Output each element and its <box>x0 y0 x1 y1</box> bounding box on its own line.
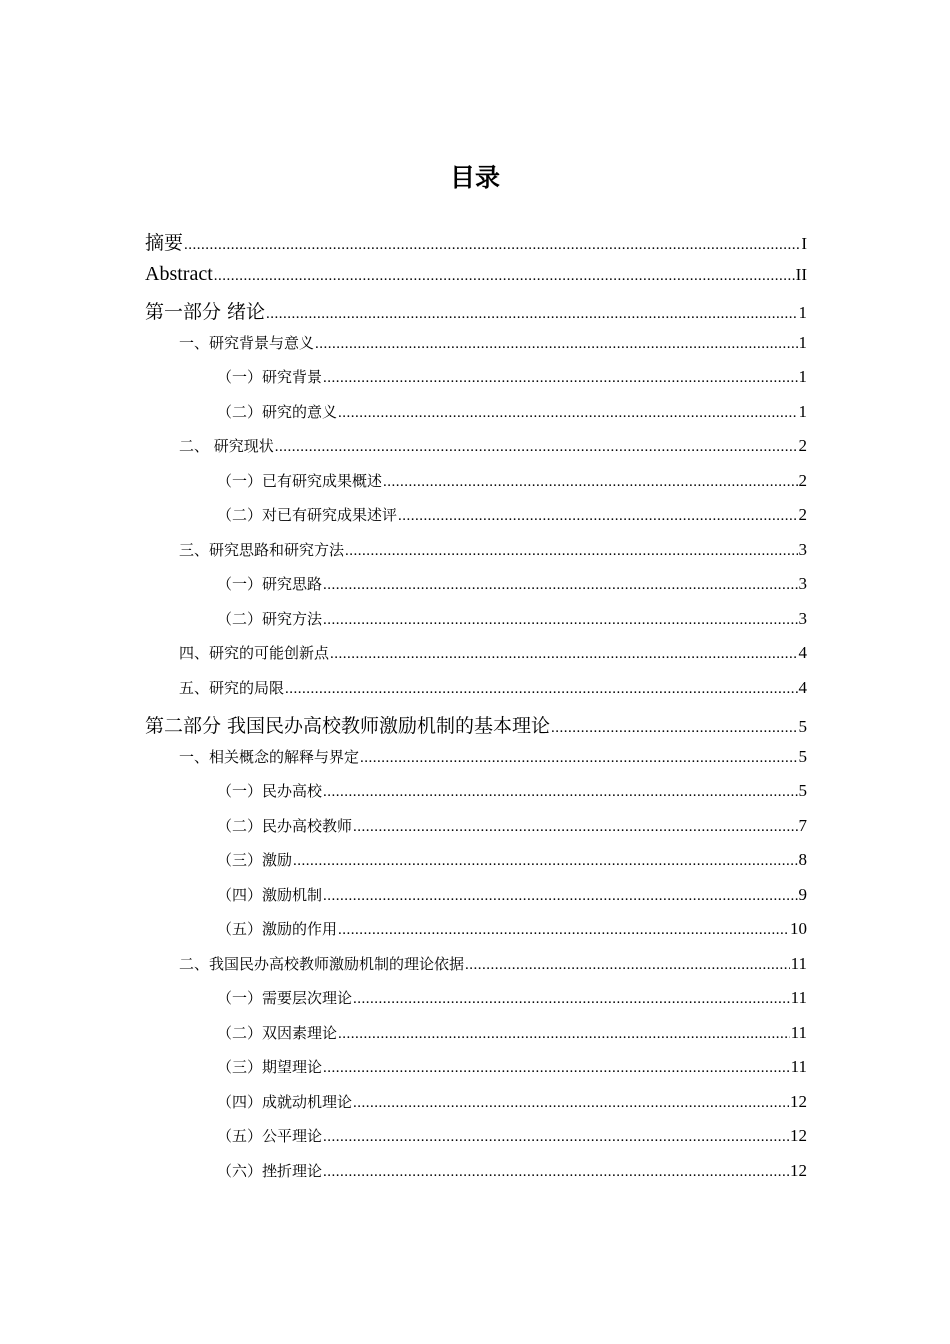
toc-entry[interactable] <box>145 884 807 919</box>
toc-entry[interactable] <box>145 366 807 401</box>
toc-entry-page-number: 4 <box>798 677 807 697</box>
toc-entry-page-number: 3 <box>798 574 807 593</box>
toc-entry-page-number: 7 <box>798 815 807 835</box>
toc-entry[interactable] <box>145 332 807 367</box>
dot-leader <box>214 268 795 285</box>
toc-entry-label: 第一部分 绪论 <box>145 301 266 323</box>
toc-entry-page-number: 12 <box>790 1126 807 1145</box>
dot-leader <box>338 405 797 422</box>
toc-entry-label: （二）民办高校教师 <box>217 816 353 835</box>
toc-entry[interactable] <box>145 608 807 643</box>
toc-entry-page-number: 1 <box>798 303 807 322</box>
toc-entry[interactable] <box>145 228 807 263</box>
toc-entry-label: （四）激励机制 <box>217 885 323 904</box>
toc-entry-label: （二）对已有研究成果述评 <box>217 506 398 524</box>
toc-entry-label: 一、研究背景与意义 <box>179 333 315 352</box>
toc-entry[interactable] <box>145 263 807 298</box>
toc-entry[interactable] <box>145 470 807 505</box>
toc-entry-label: （二）研究方法 <box>217 609 323 628</box>
toc-entry-page-number: 5 <box>798 781 807 800</box>
toc-entry-page-number: 3 <box>798 539 807 559</box>
toc-entry-label: （六）挫折理论 <box>217 1161 323 1180</box>
toc-entry-page-number: 1 <box>798 332 807 352</box>
dot-leader <box>323 370 797 387</box>
dot-leader <box>323 1129 789 1146</box>
toc-entry[interactable] <box>145 435 807 470</box>
toc-entry-page-number: 12 <box>790 1091 807 1111</box>
toc-entry[interactable] <box>145 1022 807 1057</box>
toc-entry[interactable] <box>145 780 807 815</box>
toc-entry-label: （四）成就动机理论 <box>217 1092 353 1111</box>
toc-entry[interactable] <box>145 746 807 781</box>
toc-entry[interactable] <box>145 297 807 332</box>
toc-entry-page-number: 2 <box>798 470 807 490</box>
toc-entry-page-number: 5 <box>798 746 807 766</box>
toc-title: 目录 <box>449 163 500 192</box>
toc-entry-label: 第二部分 我国民办高校教师激励机制的基本理论 <box>145 715 551 737</box>
toc-entry-label: （一）民办高校 <box>217 782 323 800</box>
dot-leader <box>465 957 790 974</box>
toc-entry-label: 五、研究的局限 <box>179 678 285 697</box>
toc-entry-label: 二、我国民办高校教师激励机制的理论依据 <box>179 954 465 973</box>
dot-leader <box>353 1095 789 1112</box>
toc-entry[interactable] <box>145 1125 807 1160</box>
toc-entry[interactable] <box>145 711 807 746</box>
dot-leader <box>323 1164 789 1181</box>
dot-leader <box>285 681 797 698</box>
toc-entry-page-number: 11 <box>790 1057 807 1076</box>
dot-leader <box>338 1026 790 1043</box>
toc-entry-label: （五）激励的作用 <box>217 920 338 938</box>
toc-entry[interactable] <box>145 677 807 712</box>
toc-entry-label: （三）激励 <box>217 851 293 869</box>
dot-leader <box>323 577 797 594</box>
dot-leader <box>275 439 798 456</box>
toc-entry-page-number: 11 <box>790 1022 807 1042</box>
dot-leader <box>323 784 797 801</box>
toc-entry-page-number: 10 <box>790 919 807 938</box>
toc-entry-label: （一）研究思路 <box>217 575 323 593</box>
dot-leader <box>315 336 797 353</box>
toc-entry-page-number: 2 <box>798 436 807 455</box>
toc-entry-label: 摘要 <box>145 232 184 254</box>
toc-entry-page-number: 2 <box>798 505 807 524</box>
toc-entry[interactable] <box>145 815 807 850</box>
toc-entry-label: 四、研究的可能创新点 <box>179 644 330 662</box>
dot-leader <box>360 750 797 767</box>
dot-leader <box>293 853 797 870</box>
toc-entry-label: （二）双因素理论 <box>217 1023 338 1042</box>
toc-entry-page-number: 1 <box>798 367 807 386</box>
toc-entry[interactable] <box>145 1160 807 1195</box>
toc-entry[interactable] <box>145 1056 807 1091</box>
toc-entry-page-number: 9 <box>798 884 807 904</box>
dot-leader <box>345 543 797 560</box>
toc-entry-page-number: 12 <box>790 1160 807 1180</box>
toc-entry[interactable] <box>145 504 807 539</box>
toc-entry[interactable] <box>145 401 807 436</box>
toc-entry-page-number: 4 <box>798 643 807 662</box>
toc-entry-page-number: II <box>795 264 807 284</box>
dot-leader <box>338 922 789 939</box>
toc-entry-label: （三）期望理论 <box>217 1058 323 1076</box>
toc-entry-label: 一、相关概念的解释与界定 <box>179 747 360 766</box>
toc-entry-label: （五）公平理论 <box>217 1127 323 1145</box>
toc-entry[interactable] <box>145 849 807 884</box>
toc-entry-label: （一）需要层次理论 <box>217 989 353 1007</box>
toc-entry-label: （一）已有研究成果概述 <box>217 471 383 490</box>
dot-leader <box>323 612 797 629</box>
toc-entry-page-number: 11 <box>790 988 807 1007</box>
dot-leader <box>266 306 797 323</box>
toc-entry[interactable] <box>145 918 807 953</box>
dot-leader <box>398 508 797 525</box>
toc-entry-page-number: 8 <box>798 850 807 869</box>
toc-entry[interactable] <box>145 1091 807 1126</box>
dot-leader <box>184 237 800 254</box>
toc-entry-page-number: 11 <box>790 953 807 973</box>
dot-leader <box>551 720 797 737</box>
toc-entry-label: （二）研究的意义 <box>217 402 338 421</box>
toc-entry-page-number: I <box>801 234 807 253</box>
toc-entry-label: （一）研究背景 <box>217 368 323 386</box>
toc-entry[interactable] <box>145 953 807 988</box>
toc-entry-label: 三、研究思路和研究方法 <box>179 540 345 559</box>
toc-entry[interactable] <box>145 573 807 608</box>
toc-entry-label: 二、 研究现状 <box>179 437 274 455</box>
toc-entry[interactable] <box>145 987 807 1022</box>
dot-leader <box>323 888 797 905</box>
toc-entry-page-number: 5 <box>798 717 807 736</box>
dot-leader <box>383 474 797 491</box>
toc-entry-page-number: 1 <box>798 401 807 421</box>
dot-leader <box>353 819 797 836</box>
toc-entry-page-number: 3 <box>798 608 807 628</box>
table-of-contents <box>145 228 807 1194</box>
dot-leader <box>353 991 790 1008</box>
toc-entry[interactable] <box>145 539 807 574</box>
dot-leader <box>330 646 797 663</box>
toc-entry-label: Abstract <box>145 262 213 285</box>
toc-entry[interactable] <box>145 642 807 677</box>
dot-leader <box>323 1060 790 1077</box>
